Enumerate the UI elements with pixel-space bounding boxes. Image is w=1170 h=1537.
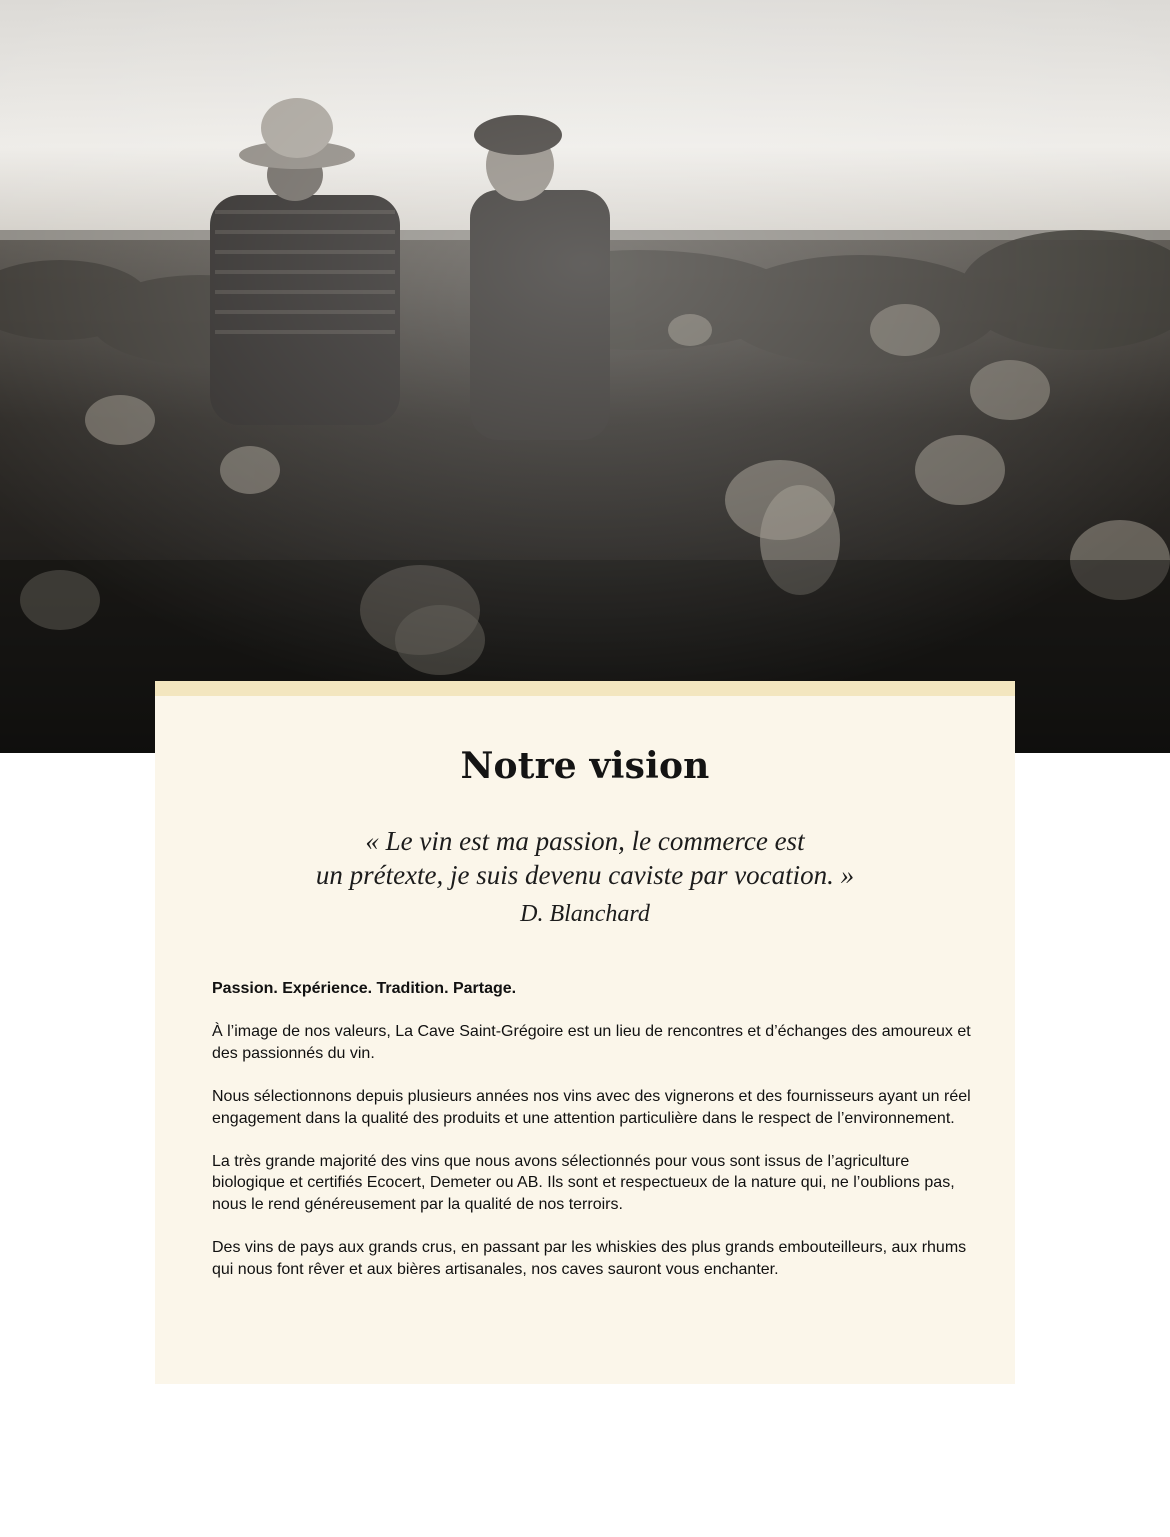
paragraph-range: Des vins de pays aux grands crus, en passant par les whiskies des plus grands embouteilleurs, aux rhums qui nous font rêver et aux bières artisanales, nos caves sauront vous enchanter.	[212, 1239, 967, 1278]
page-title: Notre vision	[460, 745, 710, 787]
lead-values: Passion. Expérience. Tradition. Partage.	[212, 980, 517, 997]
quote-author: D. Blanchard	[520, 901, 650, 927]
paragraph-selection: Nous sélectionnons depuis plusieurs années nos vins avec des vignerons et des fournisseurs ayant un réel engagement dans la qualité des produits et une attention particulière dans le respect de l’environnement.	[212, 1087, 971, 1127]
vision-card	[155, 681, 1015, 1384]
quote-line-1: « Le vin est ma passion, le commerce est	[365, 826, 805, 856]
card-top-band	[155, 681, 1015, 696]
hero-photo	[0, 0, 1170, 753]
quote	[155, 824, 1015, 892]
vineyard-photo-icon	[0, 0, 1170, 753]
body-text	[212, 978, 972, 1302]
paragraph-values: À l’image de nos valeurs, La Cave Saint-Grégoire est un lieu de rencontres et d’échanges des amoureux et des passionnés du vin.	[212, 1023, 971, 1062]
paragraph-organic: La très grande majorité des vins que nous avons sélectionnés pour vous sont issus de l’agriculture biologique et certifiés Ecocert, Demeter ou AB. Ils sont et respectueux de la nature qui, ne l’oublions pas, nous le rend généreusement par la qualité de nos terroirs.	[212, 1152, 955, 1213]
quote-line-2: un prétexte, je suis devenu caviste par vocation. »	[315, 860, 855, 890]
